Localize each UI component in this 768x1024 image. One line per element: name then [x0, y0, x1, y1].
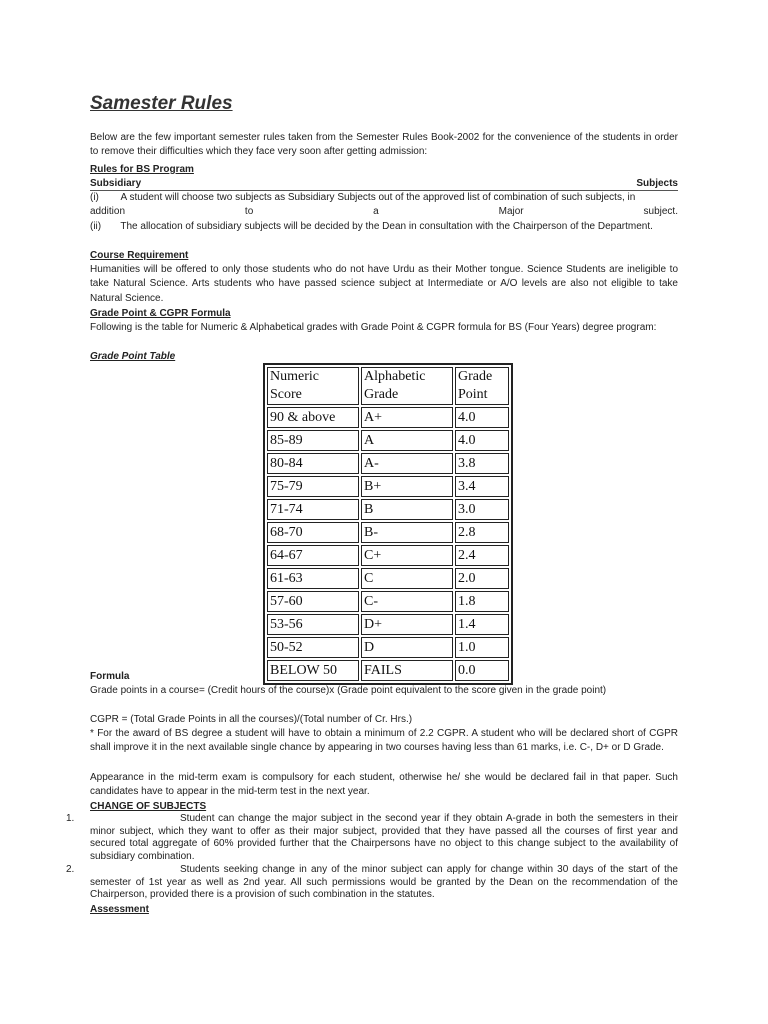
page-title: Samester Rules [90, 93, 233, 114]
subsidiary-item-ii: (ii) The allocation of subsidiary subjects will be decided by the Dean in consultation with the Chairperson of the Department. [90, 221, 653, 232]
table-row [267, 591, 509, 612]
formula-line1: Grade points in a course= (Credit hours of the course)x (Grade point equivalent to the score given in the grade point) [90, 685, 607, 696]
table-cell: 3.8 [455, 453, 509, 474]
table-row [267, 522, 509, 543]
assessment-heading: Assessment [90, 904, 149, 915]
table-cell: C- [361, 591, 453, 612]
subsidiary-heading-row [90, 177, 678, 191]
table-cell: A [361, 430, 453, 451]
formula-heading: Formula [90, 671, 130, 682]
formula-line2: CGPR = (Total Grade Points in all the courses)/(Total number of Cr. Hrs.) [90, 714, 413, 725]
subsidiary-item-i-line1: (i) A student will choose two subjects as Subsidiary Subjects out of the approved list of combination of such subjects, in [90, 192, 636, 203]
table-row [267, 499, 509, 520]
table-row [267, 430, 509, 451]
table-cell: 90 & above [267, 407, 359, 428]
subsidiary-item-i [90, 191, 678, 205]
table-cell: 50-52 [267, 637, 359, 658]
header-cell: Alphabetic Grade [361, 367, 453, 405]
header-cell: Numeric Score [267, 367, 359, 405]
rules-heading: Rules for BS Program [90, 164, 194, 175]
table-cell: 71-74 [267, 499, 359, 520]
table-row [267, 614, 509, 635]
table-cell: B- [361, 522, 453, 543]
table-cell: 1.0 [455, 637, 509, 658]
subsidiary-item-i-line2 [90, 205, 678, 219]
table-cell: 80-84 [267, 453, 359, 474]
change-of-subjects-heading: CHANGE OF SUBJECTS [90, 801, 207, 812]
table-row [267, 568, 509, 589]
table-cell: 53-56 [267, 614, 359, 635]
table-cell: 2.0 [455, 568, 509, 589]
word: to [244, 206, 254, 217]
subjects-label: Subjects [636, 178, 678, 189]
word: Major [498, 206, 524, 217]
subsidiary-label: Subsidiary [90, 178, 142, 189]
table-cell: B [361, 499, 453, 520]
table-cell: BELOW 50 [267, 660, 359, 681]
grade-point-text: Following is the table for Numeric & Alphabetical grades with Grade Point & CGPR formula for BS (Four Years) degree program: [90, 322, 657, 333]
word: a [373, 206, 379, 217]
table-row [267, 453, 509, 474]
table-cell: 0.0 [455, 660, 509, 681]
table-cell: 68-70 [267, 522, 359, 543]
list-text: Student can change the major subject in the second year if they obtain A-grade in both the semesters in their minor subject, which they want to offer as their major subject, provided that they have passed all the courses of first year and secured total aggregate of 60% provided further that the Chairpersons have no object to this change subject to the availability of subsidiary combination. [90, 813, 678, 862]
table-cell: 4.0 [455, 407, 509, 428]
table-cell: 4.0 [455, 430, 509, 451]
table-header-row [267, 367, 509, 405]
list-text: Students seeking change in any of the minor subject can apply for change within 30 days of the start of the semester of 1st year as well as 2nd year. All such permissions would be granted by the Dean on the recommendation of the Chairperson, provided there is a provision of such combination in the statutes. [90, 864, 678, 900]
table-cell: 75-79 [267, 476, 359, 497]
table-row [267, 660, 509, 681]
table-cell: 1.4 [455, 614, 509, 635]
table-cell: D [361, 637, 453, 658]
intro-paragraph: Below are the few important semester rules taken from the Semester Rules Book-2002 for the convenience of the students in order to remove their difficulties which they face very soon after getting admission: [90, 132, 678, 158]
table-cell: 64-67 [267, 545, 359, 566]
table-row [267, 637, 509, 658]
course-requirement-heading: Course Requirement [90, 250, 189, 261]
cgpr-note: * For the award of BS degree a student will have to obtain a minimum of 2.2 CGPR. A student who will be declared short of CGPR shall improve it in the next available single chance by appearing in two courses having less than 61 marks, i.e. C-, D+ or D Grade. [90, 728, 678, 754]
word: addition [90, 206, 126, 217]
grade-table-heading: Grade Point Table [90, 351, 176, 362]
list-number: 2. [66, 864, 75, 875]
list-item [66, 813, 678, 863]
table-cell: 2.4 [455, 545, 509, 566]
table-cell: FAILS [361, 660, 453, 681]
list-number: 1. [66, 813, 75, 824]
table-cell: C+ [361, 545, 453, 566]
table-cell: 3.0 [455, 499, 509, 520]
table-cell: B+ [361, 476, 453, 497]
table-cell: 1.8 [455, 591, 509, 612]
midterm-text: Appearance in the mid-term exam is compulsory for each student, otherwise he/ she would be declared fail in that paper. Such candidates have to appear in the mid-term test in the next year. [90, 772, 678, 798]
list-item [66, 864, 678, 902]
grade-point-heading: Grade Point & CGPR Formula [90, 308, 231, 319]
grade-point-table [263, 363, 513, 685]
header-cell: Grade Point [455, 367, 509, 405]
table-row [267, 407, 509, 428]
table-cell: 3.4 [455, 476, 509, 497]
table-cell: A- [361, 453, 453, 474]
table-row [267, 476, 509, 497]
table-cell: A+ [361, 407, 453, 428]
table-cell: 85-89 [267, 430, 359, 451]
table-row [267, 545, 509, 566]
table-cell: 2.8 [455, 522, 509, 543]
word: subject. [643, 206, 678, 217]
course-requirement-text: Humanities will be offered to only those students who do not have Urdu as their Mother tongue. Science Students are ineligible to take Natural Science. Arts students who have passed science subject at Intermediate or A/O levels are also not eligible to take Natural Science. [90, 264, 678, 304]
table-cell: C [361, 568, 453, 589]
table-cell: D+ [361, 614, 453, 635]
table-cell: 57-60 [267, 591, 359, 612]
table-cell: 61-63 [267, 568, 359, 589]
